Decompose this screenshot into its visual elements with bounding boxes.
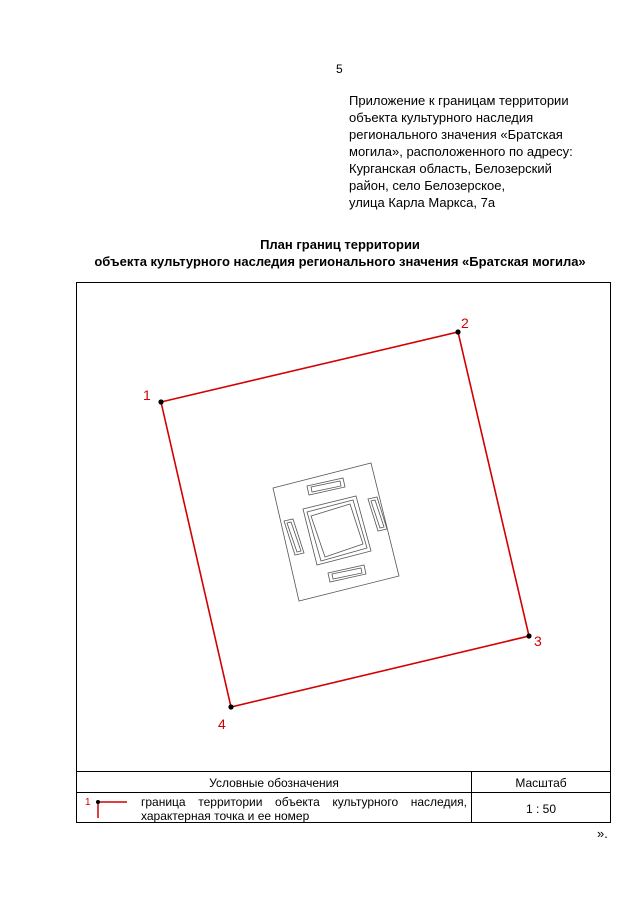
boundary-point-3	[526, 633, 531, 638]
appendix-line: Приложение к границам территории	[349, 93, 569, 108]
boundary-point-1	[158, 399, 163, 404]
appendix-line: Курганская область, Белозерский	[349, 161, 552, 176]
appendix-line: регионального значения «Братская	[349, 127, 563, 142]
legend-row-divider	[77, 792, 610, 793]
boundary-map	[77, 283, 612, 773]
territory-boundary	[161, 332, 529, 707]
boundary-point-4	[228, 704, 233, 709]
plan-title: План границ территории	[260, 237, 420, 252]
memorial-slab-top-inner	[311, 481, 341, 492]
legend-table	[76, 772, 611, 823]
boundary-symbol-icon	[81, 794, 137, 820]
legend-description: граница территории объекта культурного наследия, характерная точка и ее номер	[141, 795, 467, 823]
boundary-point-2	[455, 329, 460, 334]
appendix-line: район, село Белозерское,	[349, 178, 506, 193]
plan-subtitle: объекта культурного наследия регионального значения «Братская могила»	[94, 254, 586, 269]
scale-value: 1 : 50	[525, 802, 557, 816]
scale-header: Масштаб	[515, 776, 567, 790]
memorial-slab-bottom-inner	[332, 568, 362, 579]
legend-symbol-label: 1	[85, 797, 91, 808]
appendix-line: объекта культурного наследия	[349, 110, 534, 125]
page-number: 5	[336, 62, 343, 76]
memorial-slab-right	[368, 497, 387, 531]
appendix-line: улица Карла Маркса, 7а	[349, 195, 496, 210]
map-frame	[76, 282, 611, 772]
point-label-3: 3	[534, 633, 542, 649]
point-label-2: 2	[461, 315, 469, 331]
memorial-inner-outer	[303, 496, 371, 565]
closing-mark: ».	[597, 826, 608, 841]
memorial-inner-core	[311, 504, 363, 557]
appendix-line: могила», расположенного по адресу:	[349, 144, 573, 159]
legend-header: Условные обозначения	[209, 776, 339, 790]
point-label-4: 4	[218, 716, 226, 732]
appendix-caption	[349, 92, 629, 211]
memorial-structure	[273, 463, 399, 601]
point-label-1: 1	[143, 387, 151, 403]
